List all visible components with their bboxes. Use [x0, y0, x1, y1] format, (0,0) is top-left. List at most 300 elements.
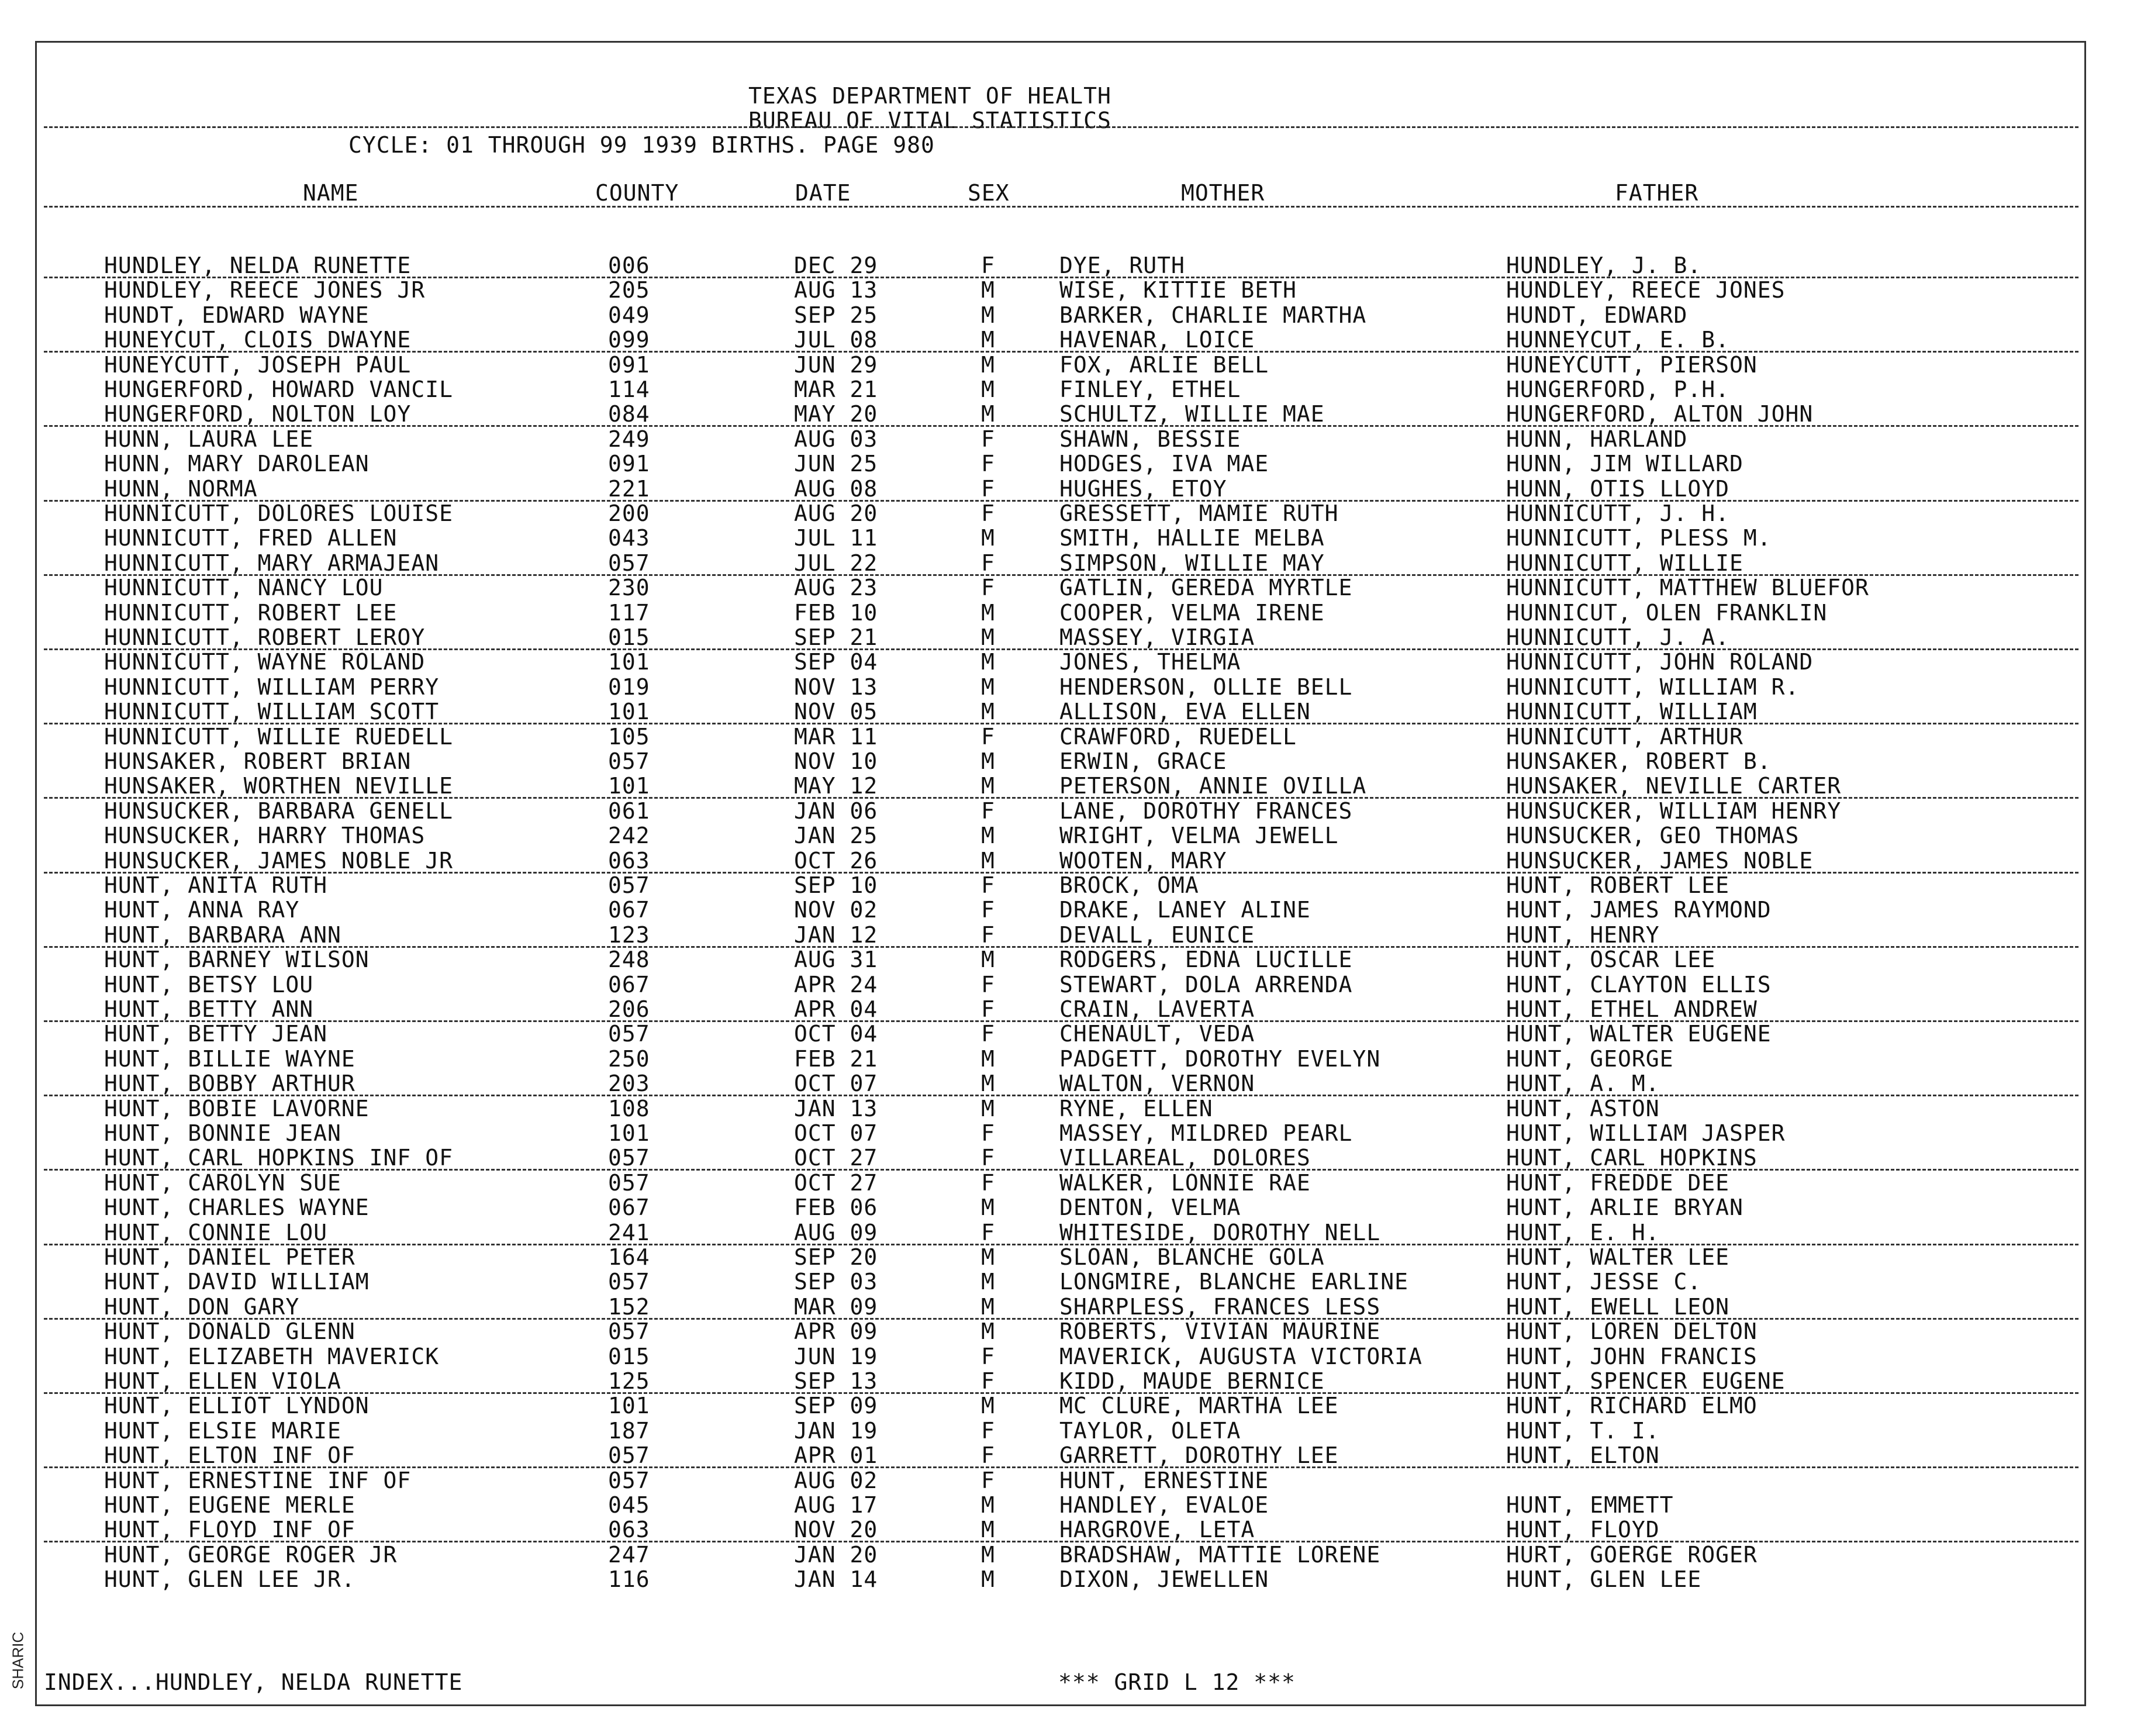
- record-name: HUNT, BILLIE WAYNE: [104, 1046, 355, 1072]
- record-county: 117: [608, 600, 650, 626]
- group-divider: [44, 1392, 2079, 1394]
- record-name: HUNNICUTT, WILLIE RUEDELL: [104, 724, 453, 750]
- record-row: [0, 923, 2151, 948]
- record-name: HUNNICUTT, NANCY LOU: [104, 575, 384, 600]
- record-father: HUNN, HARLAND: [1506, 426, 1688, 452]
- record-date: DEC 29: [794, 253, 878, 278]
- record-date: OCT 07: [794, 1071, 878, 1096]
- record-sex: M: [981, 1542, 995, 1568]
- record-sex: F: [981, 1145, 995, 1171]
- record-name: HUNT, CARL HOPKINS INF OF: [104, 1145, 453, 1171]
- record-name: HUNNICUTT, WILLIAM SCOTT: [104, 699, 440, 724]
- record-name: HUNT, FLOYD INF OF: [104, 1517, 355, 1542]
- header-cycle: CYCLE: 01 THROUGH 99 1939 BIRTHS. PAGE 980: [348, 132, 935, 158]
- record-mother: MASSEY, VIRGIA: [1059, 624, 1255, 650]
- record-father: HUNN, OTIS LLOYD: [1506, 476, 1730, 502]
- record-county: 015: [608, 1344, 650, 1369]
- record-row: [0, 1145, 2151, 1171]
- record-father: HUNSAKER, NEVILLE CARTER: [1506, 773, 1842, 799]
- record-father: HUNNICUT, OLEN FRANKLIN: [1506, 600, 1828, 626]
- record-county: 091: [608, 451, 650, 477]
- record-sex: M: [981, 302, 995, 328]
- record-sex: F: [981, 501, 995, 526]
- record-father: HUNNICUTT, JOHN ROLAND: [1506, 649, 1814, 675]
- record-mother: ALLISON, EVA ELLEN: [1059, 699, 1311, 724]
- record-row: [0, 451, 2151, 477]
- record-date: AUG 03: [794, 426, 878, 452]
- record-father: HUNSUCKER, WILLIAM HENRY: [1506, 798, 1842, 824]
- record-sex: M: [981, 1319, 995, 1344]
- record-father: HUNSUCKER, JAMES NOBLE: [1506, 848, 1814, 874]
- record-name: HUNSAKER, ROBERT BRIAN: [104, 748, 412, 774]
- group-divider: [44, 351, 2079, 353]
- record-sex: M: [981, 773, 995, 799]
- record-date: JAN 20: [794, 1542, 878, 1568]
- record-county: 152: [608, 1294, 650, 1320]
- record-date: MAR 21: [794, 377, 878, 402]
- record-date: JUL 11: [794, 525, 878, 551]
- record-sex: F: [981, 972, 995, 998]
- record-mother: SHARPLESS, FRANCES LESS: [1059, 1294, 1381, 1320]
- record-sex: F: [981, 996, 995, 1022]
- record-name: HUNT, CAROLYN SUE: [104, 1170, 341, 1196]
- record-date: OCT 27: [794, 1145, 878, 1171]
- record-row: [0, 1245, 2151, 1270]
- record-date: JUL 08: [794, 327, 878, 353]
- record-date: SEP 25: [794, 302, 878, 328]
- record-father: HUNT, ROBERT LEE: [1506, 872, 1730, 898]
- record-mother: HODGES, IVA MAE: [1059, 451, 1269, 477]
- record-name: HUNT, BOBIE LAVORNE: [104, 1096, 370, 1121]
- record-name: HUNEYCUTT, JOSEPH PAUL: [104, 352, 412, 378]
- group-divider: [44, 723, 2079, 724]
- group-divider: [44, 1244, 2079, 1245]
- record-mother: STEWART, DOLA ARRENDA: [1059, 972, 1353, 998]
- record-county: 057: [608, 1319, 650, 1344]
- record-name: HUNNICUTT, MARY ARMAJEAN: [104, 550, 440, 576]
- record-sex: F: [981, 724, 995, 750]
- record-county: 084: [608, 401, 650, 427]
- record-county: 019: [608, 674, 650, 700]
- record-name: HUNT, BETTY JEAN: [104, 1021, 328, 1047]
- record-father: HUNNICUTT, WILLIAM: [1506, 699, 1758, 724]
- record-row: [0, 1096, 2151, 1121]
- record-sex: M: [981, 848, 995, 874]
- record-sex: F: [981, 897, 995, 923]
- record-father: HUNT, WALTER LEE: [1506, 1244, 1730, 1270]
- record-date: JAN 14: [794, 1566, 878, 1592]
- record-date: MAR 09: [794, 1294, 878, 1320]
- record-father: HUNNICUTT, ARTHUR: [1506, 724, 1743, 750]
- record-row: [0, 1493, 2151, 1518]
- record-row: [0, 551, 2151, 576]
- record-county: 203: [608, 1071, 650, 1096]
- record-sex: M: [981, 327, 995, 353]
- group-divider: [44, 1169, 2079, 1171]
- record-row: [0, 477, 2151, 502]
- record-sex: F: [981, 550, 995, 576]
- record-father: HUNDLEY, J. B.: [1506, 253, 1702, 278]
- record-mother: ROBERTS, VIVIAN MAURINE: [1059, 1319, 1381, 1344]
- record-sex: F: [981, 1368, 995, 1394]
- column-header-sex: SEX: [968, 180, 1010, 206]
- record-father: HUNT, FREDDE DEE: [1506, 1170, 1730, 1196]
- record-name: HUNNICUTT, ROBERT LEE: [104, 600, 398, 626]
- record-row: [0, 848, 2151, 874]
- record-county: 242: [608, 823, 650, 848]
- record-father: HUNT, EMMETT: [1506, 1492, 1674, 1518]
- record-name: HUNNICUTT, WAYNE ROLAND: [104, 649, 426, 675]
- record-county: 099: [608, 327, 650, 353]
- record-name: HUNT, CHARLES WAYNE: [104, 1195, 370, 1220]
- record-row: [0, 699, 2151, 724]
- record-mother: SIMPSON, WILLIE MAY: [1059, 550, 1325, 576]
- record-father: HUNT, RICHARD ELMO: [1506, 1393, 1758, 1419]
- record-name: HUNGERFORD, NOLTON LOY: [104, 401, 412, 427]
- record-mother: SMITH, HALLIE MELBA: [1059, 525, 1325, 551]
- record-name: HUNT, ELIZABETH MAVERICK: [104, 1344, 440, 1369]
- record-name: HUNNICUTT, FRED ALLEN: [104, 525, 398, 551]
- record-date: NOV 10: [794, 748, 878, 774]
- record-county: 067: [608, 972, 650, 998]
- record-county: 091: [608, 352, 650, 378]
- record-name: HUNT, BARNEY WILSON: [104, 947, 370, 972]
- group-divider: [44, 872, 2079, 874]
- record-date: NOV 13: [794, 674, 878, 700]
- record-mother: HARGROVE, LETA: [1059, 1517, 1255, 1542]
- record-name: HUNNICUTT, ROBERT LEROY: [104, 624, 426, 650]
- record-name: HUNT, ELLIOT LYNDON: [104, 1393, 370, 1419]
- record-mother: DYE, RUTH: [1059, 253, 1185, 278]
- record-father: HUNT, JESSE C.: [1506, 1269, 1702, 1295]
- record-father: HUNNICUTT, J. H.: [1506, 501, 1730, 526]
- record-row: [0, 1047, 2151, 1072]
- record-father: HUNT, LOREN DELTON: [1506, 1319, 1758, 1344]
- record-county: 123: [608, 922, 650, 948]
- side-label: [4, 1620, 33, 1702]
- record-sex: F: [981, 253, 995, 278]
- header-title: TEXAS DEPARTMENT OF HEALTH: [748, 83, 1111, 109]
- record-sex: F: [981, 1442, 995, 1468]
- record-name: HUNT, ANITA RUTH: [104, 872, 328, 898]
- record-father: HUNT, ARLIE BRYAN: [1506, 1195, 1743, 1220]
- record-county: 067: [608, 897, 650, 923]
- record-county: 057: [608, 872, 650, 898]
- record-father: HUNT, ASTON: [1506, 1096, 1660, 1121]
- record-mother: WOOTEN, MARY: [1059, 848, 1227, 874]
- record-county: 101: [608, 773, 650, 799]
- record-row: [0, 327, 2151, 353]
- record-date: APR 04: [794, 996, 878, 1022]
- record-county: 101: [608, 1120, 650, 1146]
- record-date: FEB 21: [794, 1046, 878, 1072]
- record-name: HUNT, GLEN LEE JR.: [104, 1566, 355, 1592]
- record-row: [0, 749, 2151, 774]
- record-mother: LONGMIRE, BLANCHE EARLINE: [1059, 1269, 1408, 1295]
- record-sex: F: [981, 1021, 995, 1047]
- record-name: HUNDLEY, NELDA RUNETTE: [104, 253, 412, 278]
- column-header-father: FATHER: [1615, 180, 1699, 206]
- record-date: JUL 22: [794, 550, 878, 576]
- record-mother: FOX, ARLIE BELL: [1059, 352, 1269, 378]
- record-mother: CRAWFORD, RUEDELL: [1059, 724, 1297, 750]
- record-name: HUNT, ELTON INF OF: [104, 1442, 355, 1468]
- record-date: AUG 17: [794, 1492, 878, 1518]
- record-mother: WISE, KITTIE BETH: [1059, 277, 1297, 303]
- record-date: AUG 08: [794, 476, 878, 502]
- record-father: HUNT, WALTER EUGENE: [1506, 1021, 1772, 1047]
- record-mother: DIXON, JEWELLEN: [1059, 1566, 1269, 1592]
- column-header-name: NAME: [303, 180, 359, 206]
- record-sex: F: [981, 1418, 995, 1444]
- record-county: 057: [608, 1021, 650, 1047]
- record-sex: M: [981, 674, 995, 700]
- record-row: [0, 997, 2151, 1022]
- record-county: 057: [608, 550, 650, 576]
- record-name: HUNT, DONALD GLENN: [104, 1319, 355, 1344]
- record-father: HUNSUCKER, GEO THOMAS: [1506, 823, 1800, 848]
- record-row: [0, 675, 2151, 700]
- record-father: HUNSAKER, ROBERT B.: [1506, 748, 1772, 774]
- record-date: SEP 21: [794, 624, 878, 650]
- record-father: HUNN, JIM WILLARD: [1506, 451, 1743, 477]
- record-father: HUNNEYCUT, E. B.: [1506, 327, 1730, 353]
- record-county: 067: [608, 1195, 650, 1220]
- record-father: HUNGERFORD, ALTON JOHN: [1506, 401, 1814, 427]
- record-row: [0, 1269, 2151, 1295]
- record-date: NOV 05: [794, 699, 878, 724]
- record-father: HUNT, OSCAR LEE: [1506, 947, 1716, 972]
- record-date: AUG 13: [794, 277, 878, 303]
- record-row: [0, 526, 2151, 551]
- record-father: HURT, GOERGE ROGER: [1506, 1542, 1758, 1568]
- record-sex: M: [981, 1195, 995, 1220]
- record-sex: M: [981, 624, 995, 650]
- record-county: 057: [608, 1468, 650, 1493]
- record-name: HUNT, EUGENE MERLE: [104, 1492, 355, 1518]
- record-county: 248: [608, 947, 650, 972]
- record-father: HUNT, A. M.: [1506, 1071, 1660, 1096]
- record-sex: M: [981, 1244, 995, 1270]
- record-row: [0, 353, 2151, 378]
- record-mother: BRADSHAW, MATTIE LORENE: [1059, 1542, 1381, 1568]
- record-name: HUNT, DON GARY: [104, 1294, 300, 1320]
- record-name: HUNT, ELSIE MARIE: [104, 1418, 341, 1444]
- record-mother: GRESSETT, MAMIE RUTH: [1059, 501, 1339, 526]
- record-father: HUNT, JAMES RAYMOND: [1506, 897, 1772, 923]
- record-row: [0, 724, 2151, 750]
- header-divider: [44, 126, 2079, 128]
- record-father: HUNNICUTT, WILLIAM R.: [1506, 674, 1800, 700]
- record-name: HUNSUCKER, HARRY THOMAS: [104, 823, 426, 848]
- record-sex: M: [981, 525, 995, 551]
- footer-grid: *** GRID L 12 ***: [1058, 1669, 1296, 1695]
- record-mother: FINLEY, ETHEL: [1059, 377, 1241, 402]
- record-sex: F: [981, 1220, 995, 1245]
- record-mother: JONES, THELMA: [1059, 649, 1241, 675]
- group-divider: [44, 1541, 2079, 1542]
- group-divider: [44, 1318, 2079, 1320]
- record-county: 101: [608, 1393, 650, 1419]
- record-father: HUNT, FLOYD: [1506, 1517, 1660, 1542]
- record-date: JAN 13: [794, 1096, 878, 1121]
- column-header-mother: MOTHER: [1181, 180, 1265, 206]
- record-county: 101: [608, 649, 650, 675]
- record-name: HUNT, BOBBY ARTHUR: [104, 1071, 355, 1096]
- record-date: SEP 03: [794, 1269, 878, 1295]
- record-row: [0, 1021, 2151, 1047]
- record-row: [0, 427, 2151, 452]
- record-date: AUG 02: [794, 1468, 878, 1493]
- record-county: 057: [608, 1269, 650, 1295]
- record-father: HUNGERFORD, P.H.: [1506, 377, 1730, 402]
- record-father: HUNT, E. H.: [1506, 1220, 1660, 1245]
- record-mother: COOPER, VELMA IRENE: [1059, 600, 1325, 626]
- record-mother: MAVERICK, AUGUSTA VICTORIA: [1059, 1344, 1423, 1369]
- record-mother: RODGERS, EDNA LUCILLE: [1059, 947, 1353, 972]
- record-father: HUNT, EWELL LEON: [1506, 1294, 1730, 1320]
- group-divider: [44, 574, 2079, 576]
- side-label-text: SHARIC: [9, 1631, 27, 1690]
- record-sex: F: [981, 426, 995, 452]
- record-mother: HENDERSON, OLLIE BELL: [1059, 674, 1353, 700]
- record-name: HUNN, LAURA LEE: [104, 426, 314, 452]
- record-sex: M: [981, 823, 995, 848]
- record-date: MAY 12: [794, 773, 878, 799]
- record-mother: MASSEY, MILDRED PEARL: [1059, 1120, 1353, 1146]
- record-father: HUNT, HENRY: [1506, 922, 1660, 948]
- record-date: AUG 23: [794, 575, 878, 600]
- record-father: HUNT, ETHEL ANDREW: [1506, 996, 1758, 1022]
- record-name: HUNN, NORMA: [104, 476, 258, 502]
- record-date: SEP 20: [794, 1244, 878, 1270]
- record-mother: GATLIN, GEREDA MYRTLE: [1059, 575, 1353, 600]
- record-county: 006: [608, 253, 650, 278]
- record-mother: MC CLURE, MARTHA LEE: [1059, 1393, 1339, 1419]
- record-name: HUNEYCUT, CLOIS DWAYNE: [104, 327, 412, 353]
- record-mother: GARRETT, DOROTHY LEE: [1059, 1442, 1339, 1468]
- record-row: [0, 1542, 2151, 1568]
- record-date: JUN 25: [794, 451, 878, 477]
- record-name: HUNT, ANNA RAY: [104, 897, 300, 923]
- record-mother: ERWIN, GRACE: [1059, 748, 1227, 774]
- record-mother: CHENAULT, VEDA: [1059, 1021, 1255, 1047]
- record-mother: WALKER, LONNIE RAE: [1059, 1170, 1311, 1196]
- record-mother: DRAKE, LANEY ALINE: [1059, 897, 1311, 923]
- record-mother: CRAIN, LAVERTA: [1059, 996, 1255, 1022]
- record-county: 164: [608, 1244, 650, 1270]
- record-county: 061: [608, 798, 650, 824]
- record-sex: M: [981, 699, 995, 724]
- record-mother: DEVALL, EUNICE: [1059, 922, 1255, 948]
- record-name: HUNDLEY, REECE JONES JR: [104, 277, 426, 303]
- record-date: JUN 19: [794, 1344, 878, 1369]
- record-row: [0, 253, 2151, 278]
- record-sex: M: [981, 377, 995, 402]
- record-sex: F: [981, 1468, 995, 1493]
- record-row: [0, 1369, 2151, 1394]
- record-name: HUNSUCKER, BARBARA GENELL: [104, 798, 453, 824]
- record-date: AUG 31: [794, 947, 878, 972]
- footer-index: INDEX...HUNDLEY, NELDA RUNETTE: [44, 1669, 463, 1695]
- column-header-county: COUNTY: [595, 180, 679, 206]
- record-row: [0, 303, 2151, 328]
- record-county: 063: [608, 1517, 650, 1542]
- record-county: 057: [608, 1442, 650, 1468]
- record-county: 187: [608, 1418, 650, 1444]
- record-sex: M: [981, 1046, 995, 1072]
- record-date: JUN 29: [794, 352, 878, 378]
- record-father: HUNT, JOHN FRANCIS: [1506, 1344, 1758, 1369]
- record-mother: WHITESIDE, DOROTHY NELL: [1059, 1220, 1381, 1245]
- record-mother: SCHULTZ, WILLIE MAE: [1059, 401, 1325, 427]
- record-sex: M: [981, 1294, 995, 1320]
- record-county: 230: [608, 575, 650, 600]
- record-date: JAN 06: [794, 798, 878, 824]
- record-name: HUNDT, EDWARD WAYNE: [104, 302, 370, 328]
- record-county: 247: [608, 1542, 650, 1568]
- record-county: 101: [608, 699, 650, 724]
- record-sex: M: [981, 352, 995, 378]
- record-row: [0, 278, 2151, 303]
- record-row: [0, 1071, 2151, 1096]
- record-name: HUNT, ELLEN VIOLA: [104, 1368, 341, 1394]
- record-row: [0, 1121, 2151, 1146]
- column-header-date: DATE: [795, 180, 851, 206]
- record-mother: VILLAREAL, DOLORES: [1059, 1145, 1311, 1171]
- record-mother: DENTON, VELMA: [1059, 1195, 1241, 1220]
- record-county: 250: [608, 1046, 650, 1072]
- record-mother: HAVENAR, LOICE: [1059, 327, 1255, 353]
- record-row: [0, 1195, 2151, 1220]
- record-row: [0, 1567, 2151, 1592]
- record-row: [0, 1393, 2151, 1419]
- record-row: [0, 774, 2151, 799]
- record-father: HUNNICUTT, WILLIE: [1506, 550, 1743, 576]
- record-row: [0, 1468, 2151, 1493]
- record-name: HUNT, BETTY ANN: [104, 996, 314, 1022]
- record-name: HUNGERFORD, HOWARD VANCIL: [104, 377, 453, 402]
- record-county: 043: [608, 525, 650, 551]
- record-sex: M: [981, 1393, 995, 1419]
- record-date: JAN 12: [794, 922, 878, 948]
- record-row: [0, 972, 2151, 998]
- record-county: 105: [608, 724, 650, 750]
- record-sex: F: [981, 872, 995, 898]
- record-county: 116: [608, 1566, 650, 1592]
- record-county: 049: [608, 302, 650, 328]
- record-date: APR 01: [794, 1442, 878, 1468]
- record-sex: F: [981, 1120, 995, 1146]
- record-date: OCT 04: [794, 1021, 878, 1047]
- record-row: [0, 1319, 2151, 1344]
- record-row: [0, 947, 2151, 972]
- record-date: OCT 27: [794, 1170, 878, 1196]
- record-date: SEP 10: [794, 872, 878, 898]
- record-father: HUNT, T. I.: [1506, 1418, 1660, 1444]
- record-county: 200: [608, 501, 650, 526]
- record-row: [0, 799, 2151, 824]
- record-name: HUNT, GEORGE ROGER JR: [104, 1542, 398, 1568]
- record-sex: F: [981, 476, 995, 502]
- record-sex: F: [981, 1170, 995, 1196]
- record-mother: RYNE, ELLEN: [1059, 1096, 1213, 1121]
- record-date: SEP 09: [794, 1393, 878, 1419]
- record-mother: PADGETT, DOROTHY EVELYN: [1059, 1046, 1381, 1072]
- record-county: 221: [608, 476, 650, 502]
- record-date: NOV 20: [794, 1517, 878, 1542]
- header-bureau: BUREAU OF VITAL STATISTICS: [748, 108, 1111, 133]
